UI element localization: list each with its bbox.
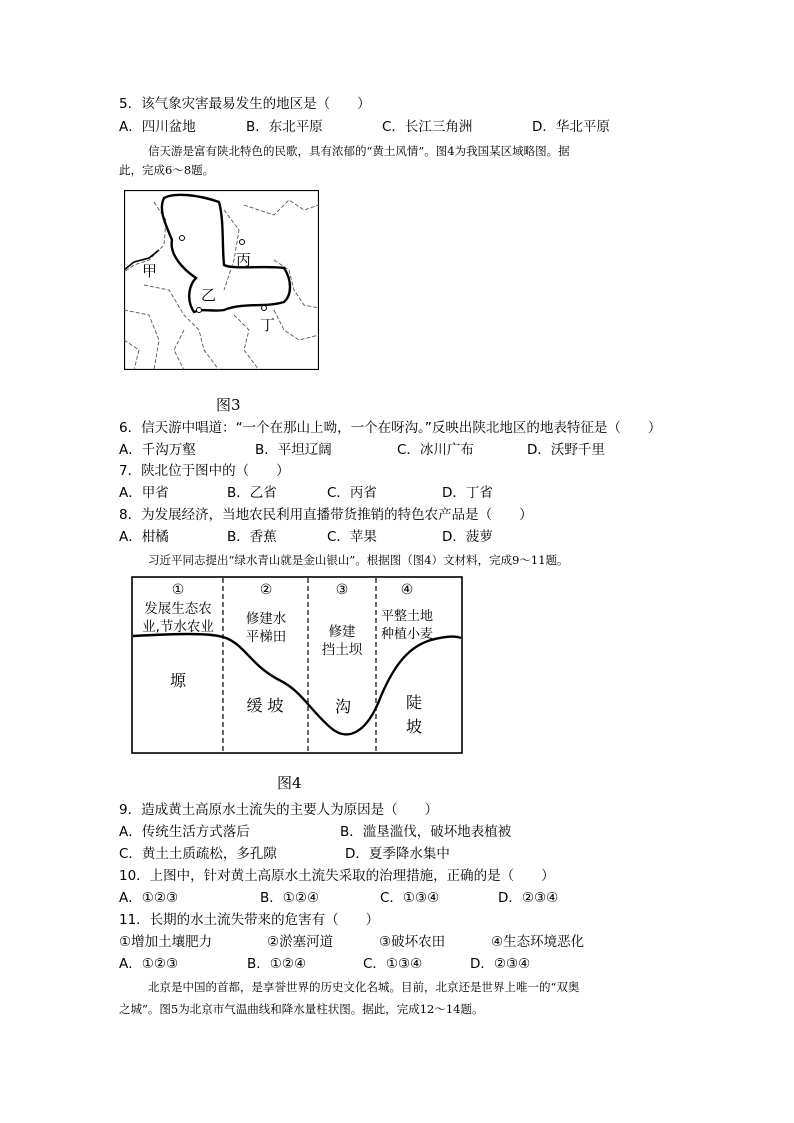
diagram-caption: 图4 [277, 774, 302, 792]
col3-text-line2: 挡土坝 [321, 642, 363, 658]
q8-option-a: A．柑橘 [119, 529, 169, 545]
q9-options-row2 [119, 845, 679, 863]
q10-option-c: C．①③④ [380, 890, 440, 906]
column-dividers [223, 578, 376, 752]
city-jia [180, 236, 185, 241]
col2-text-line2: 平梯田 [245, 629, 287, 645]
col2-text-line1: 修建水 [245, 611, 287, 627]
intro-6-8-line2: 此，完成6～8题。 [119, 163, 215, 177]
q11-item-2: ②淤塞河道 [267, 934, 334, 950]
city-bing [240, 240, 245, 245]
q10-option-d: D．②③④ [498, 890, 559, 906]
col1-text-line2: 业,节水农业 [142, 619, 214, 635]
col4-text-line2: 种植小麦 [380, 627, 434, 642]
map-label-jia: 甲 [142, 262, 158, 280]
q10-stem: 10．上图中，针对黄土高原水土流失采取的治理措施，正确的是（ ） [119, 868, 555, 884]
q8-stem: 8．为发展经济，当地农民利用直播带货推销的特色农产品是（ ） [119, 507, 533, 523]
q6-option-c: C．冰川广布 [397, 442, 474, 458]
col1-text-line1: 发展生态农 [144, 601, 212, 617]
q11-options [119, 955, 679, 973]
q7-option-b: B．乙省 [227, 485, 277, 501]
q5-option-b: B．东北平原 [246, 119, 323, 135]
q5-option-a: A．四川盆地 [119, 119, 196, 135]
q11-item-4: ④生态环境恶化 [491, 934, 585, 950]
col4-text-line1: 平整土地 [380, 609, 434, 624]
q8-options [119, 528, 679, 546]
q9-options-row1 [119, 823, 679, 841]
q7-option-d: D．丁省 [442, 485, 493, 501]
q10-option-a: A．①②③ [119, 890, 179, 906]
intro-9-11: 习近平同志提出“绿水青山就是金山银山”。根据图（图4）文材料，完成9～11题。 [148, 553, 569, 567]
q11-stem: 11．长期的水土流失带来的危害有（ ） [119, 912, 380, 928]
q5-option-d: D．华北平原 [532, 119, 610, 135]
q5-stem: 5．该气象灾害最易发生的地区是（ ） [119, 96, 371, 112]
col-num-1: ① [171, 582, 185, 598]
q9-option-a: A．传统生活方式落后 [119, 824, 250, 840]
q9-option-c: C．黄土土质疏松，多孔隙 [119, 846, 277, 862]
q7-option-a: A．甲省 [119, 485, 169, 501]
q8-option-c: C．苹果 [327, 529, 377, 545]
terrain-label-gentle-slope: 缓 坡 [246, 696, 284, 715]
q11-option-c: C．①③④ [363, 956, 423, 972]
q7-options [119, 484, 679, 502]
q7-option-c: C．丙省 [327, 485, 377, 501]
q10-options [119, 889, 679, 907]
q5-options [119, 118, 679, 136]
col-num-2: ② [259, 582, 273, 598]
col-num-3: ③ [335, 582, 349, 598]
q11-option-b: B．①②④ [247, 956, 307, 972]
city-yi [197, 308, 202, 313]
q8-option-b: B．香蕉 [227, 529, 277, 545]
q11-option-d: D．②③④ [470, 956, 531, 972]
q6-stem: 6．信天游中唱道：“一个在那山上呦，一个在呀沟。”反映出陕北地区的地表特征是（ ） [119, 420, 662, 436]
q6-option-a: A．千沟万壑 [119, 442, 196, 458]
col3-text-line1: 修建 [328, 624, 356, 640]
col-num-4: ④ [400, 582, 414, 598]
q10-option-b: B．①②④ [260, 890, 320, 906]
terrain-label-steep-1: 陡 [405, 693, 423, 712]
q6-options [119, 441, 679, 459]
terrain-label-yuan: 塬 [169, 671, 187, 690]
map-caption: 图3 [216, 396, 241, 414]
q11-option-a: A．①②③ [119, 956, 179, 972]
q6-option-d: D．沃野千里 [527, 442, 605, 458]
q9-option-b: B．滥垦滥伐，破坏地表植被 [340, 824, 512, 840]
terrain-label-gully: 沟 [334, 697, 352, 716]
city-ding [262, 306, 267, 311]
q11-item-1: ①增加土壤肥力 [119, 934, 213, 950]
q9-stem: 9．造成黄土高原水土流失的主要人为原因是（ ） [119, 802, 439, 818]
map-label-ding: 丁 [260, 316, 276, 334]
terrain-label-steep-2: 坡 [405, 717, 423, 736]
q5-option-c: C．长江三角洲 [382, 119, 473, 135]
map-label-bing: 丙 [236, 251, 252, 269]
map-label-yi: 乙 [201, 286, 217, 304]
intro-12-14-line2: 之城”。图5为北京市气温曲线和降水量柱状图。据此，完成12～14题。 [119, 1002, 484, 1016]
q8-option-d: D．菠萝 [442, 529, 493, 545]
soil-conservation-diagram [131, 576, 463, 756]
region-map [124, 190, 319, 370]
q7-stem: 7．陕北位于图中的（ ） [119, 463, 290, 479]
q11-item-3: ③破坏农田 [379, 934, 446, 950]
q9-option-d: D．夏季降水集中 [345, 846, 450, 862]
intro-6-8-line1: 信天游是富有陕北特色的民歌，具有浓郁的“黄土风情”。图4为我国某区域略图。据 [148, 144, 570, 158]
q11-items [119, 933, 679, 951]
intro-12-14-line1: 北京是中国的首都，是享誉世界的历史文化名城。目前，北京还是世界上唯一的“双奥 [148, 980, 580, 994]
q6-option-b: B．平坦辽阔 [255, 442, 332, 458]
